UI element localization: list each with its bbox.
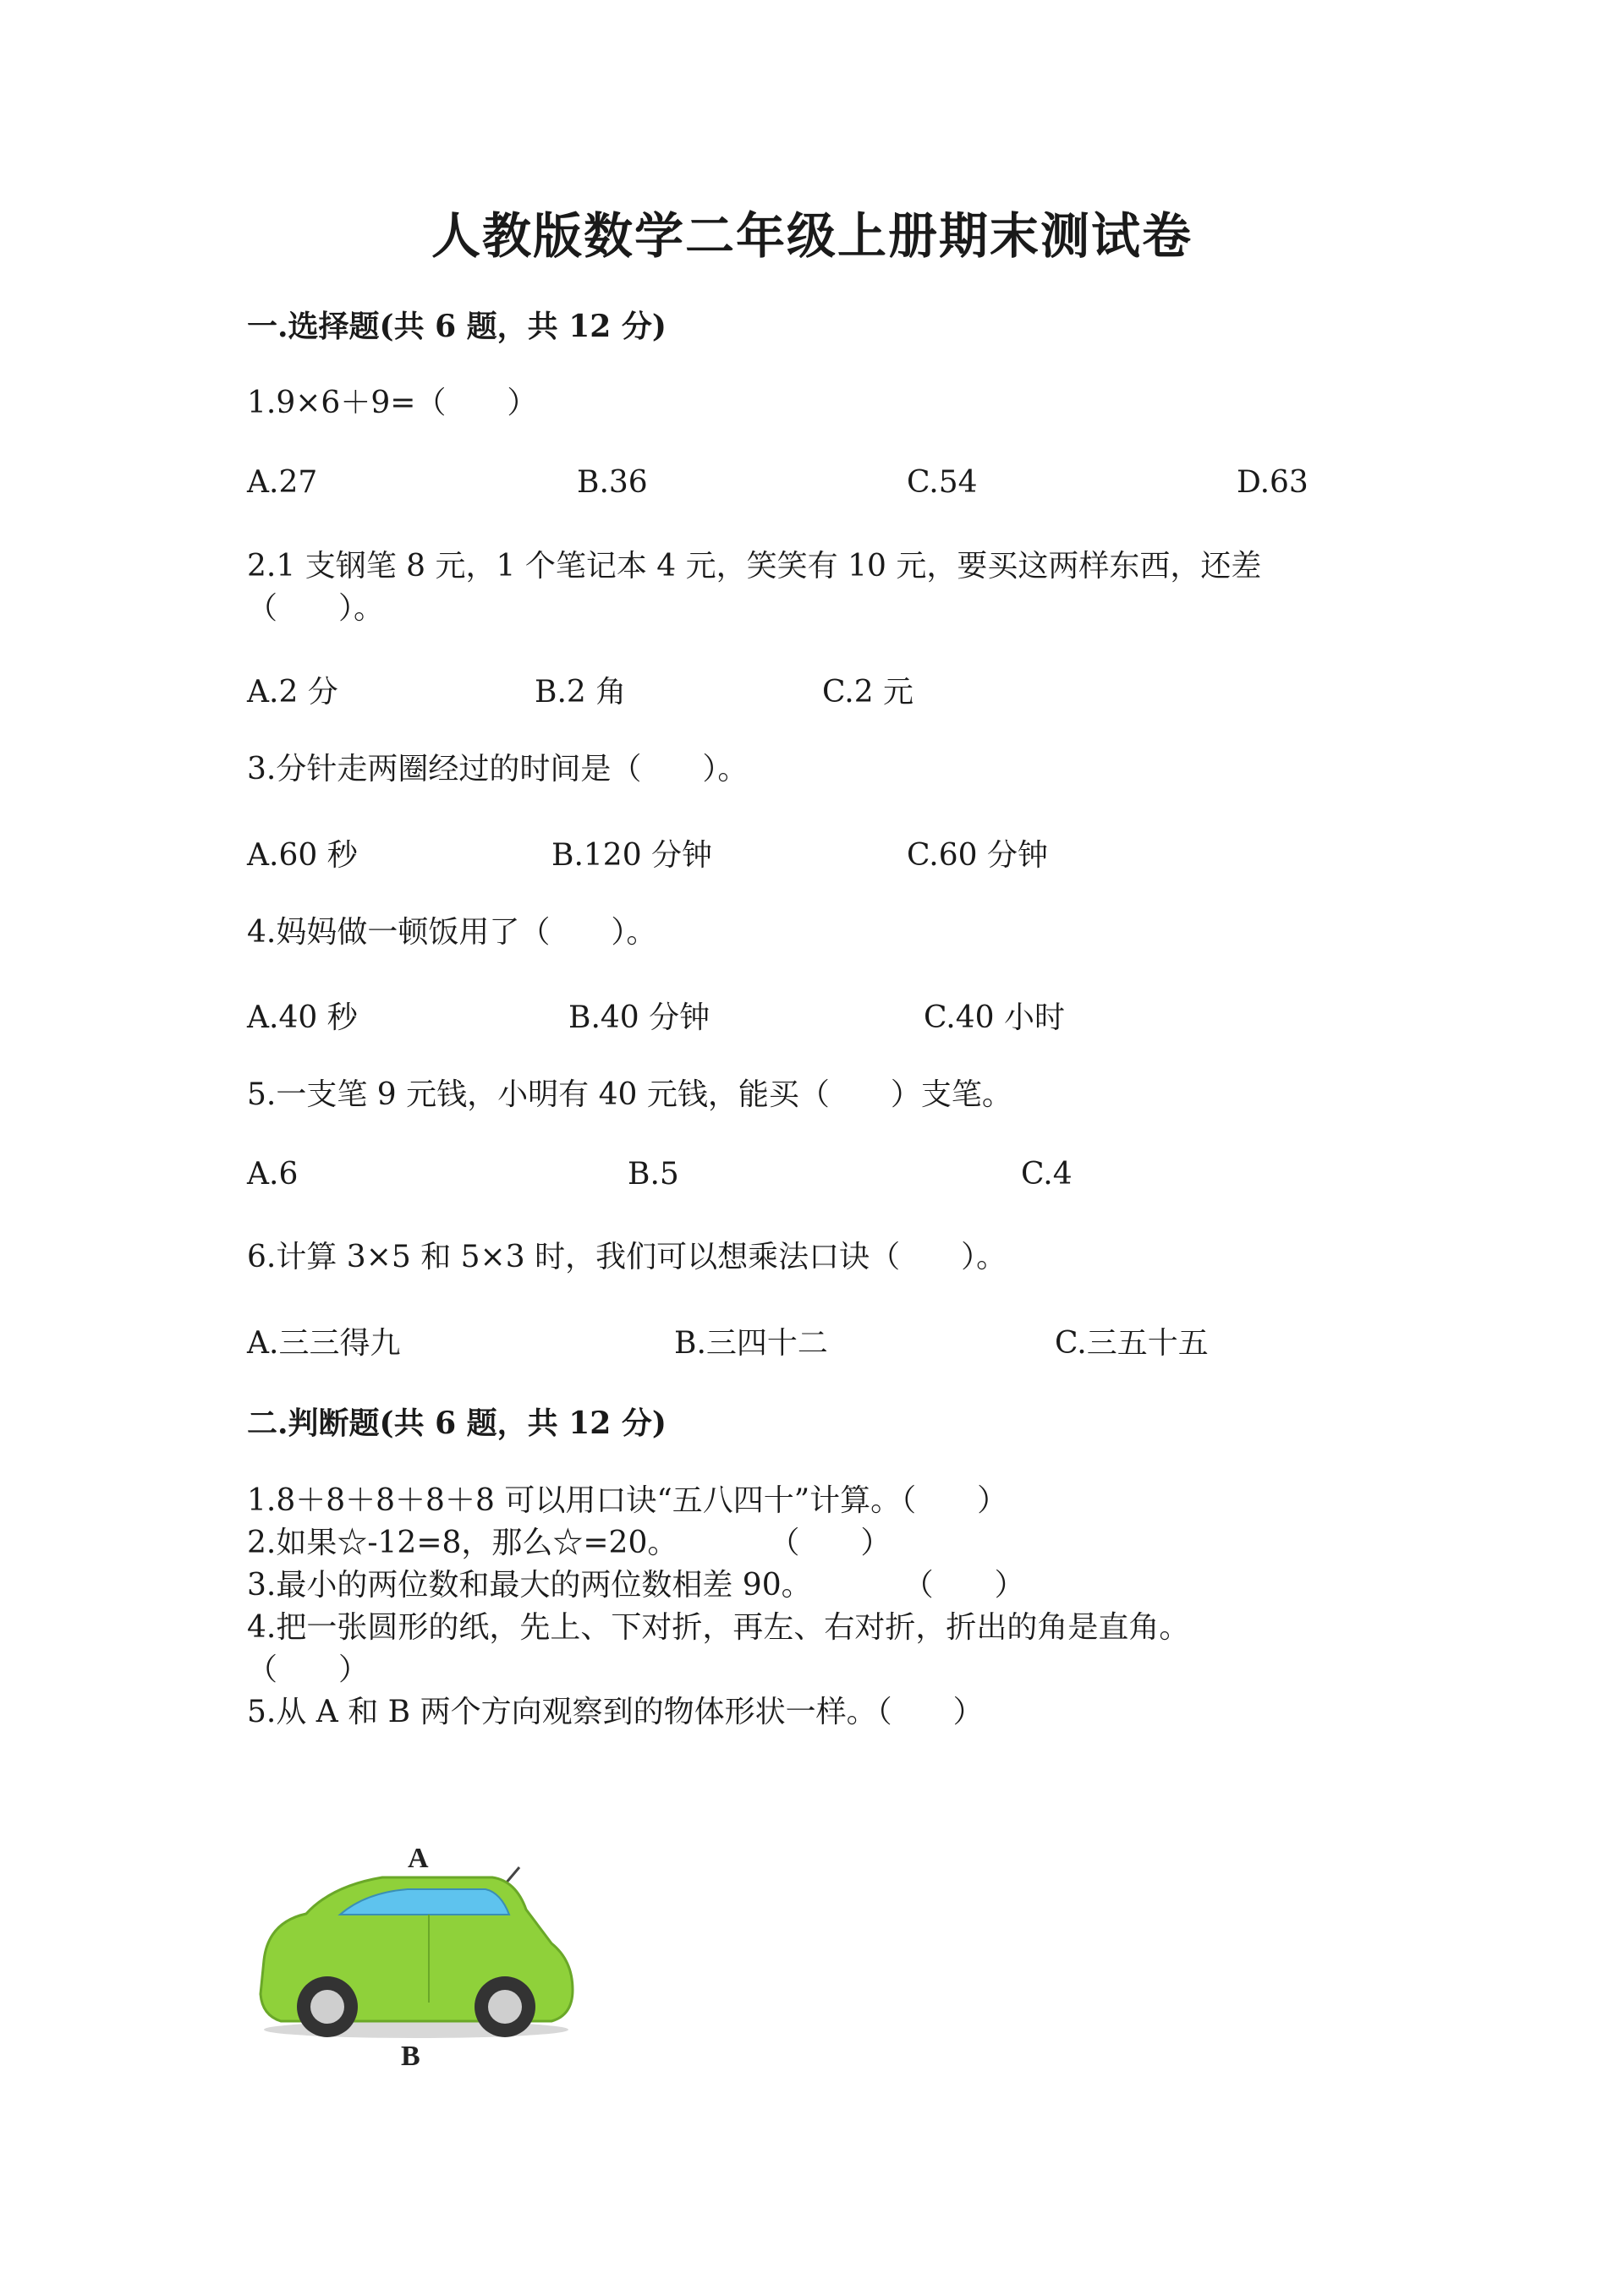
q3-option-b: B.120 分钟 [551, 838, 713, 873]
q4-option-a: A.40 秒 [247, 1000, 358, 1035]
question-5: 5.一支笔 9 元钱，小明有 40 元钱，能买（ ）支笔。 [247, 1077, 1012, 1112]
q4-option-b: B.40 分钟 [568, 1000, 710, 1035]
judge-item-1: 1.8＋8＋8＋8＋8 可以用口诀“五八四十”计算。（ ） [247, 1483, 1008, 1518]
car-figure [247, 1833, 602, 2070]
front-rim [310, 1990, 344, 2024]
judge-item-2: 2.如果☆-12=8，那么☆=20。 （ ） [247, 1526, 892, 1560]
judge-item-5: 5.从 A 和 B 两个方向观察到的物体形状一样。（ ） [247, 1695, 984, 1729]
q6-option-b: B.三四十二 [674, 1326, 828, 1361]
question-2-line1: 2.1 支钢笔 8 元，1 个笔记本 4 元，笑笑有 10 元，要买这两样东西，还差 [247, 549, 1262, 584]
q1-option-b: B.36 [577, 465, 648, 500]
q3-option-c: C.60 分钟 [907, 838, 1048, 873]
q2-option-b: B.2 角 [535, 675, 627, 710]
q6-option-a: A.三三得九 [247, 1326, 401, 1361]
label-b: B [401, 2041, 420, 2070]
q5-option-b: B.5 [628, 1157, 679, 1192]
question-3: 3.分针走两圈经过的时间是（ ）。 [247, 752, 749, 786]
judge-item-4-blank: （ ） [247, 1652, 370, 1687]
q1-option-a: A.27 [247, 465, 318, 500]
question-1: 1.9×6＋9=（ ） [247, 386, 538, 420]
q1-option-d: D.63 [1237, 465, 1309, 500]
q2-option-a: A.2 分 [247, 675, 338, 710]
section-heading-judgement: 二.判断题(共 6 题，共 12 分) [247, 1406, 667, 1441]
page-title: 人教版数学二年级上册期末测试卷 [431, 207, 1193, 265]
q5-option-a: A.6 [247, 1157, 299, 1192]
q5-option-c: C.4 [1021, 1157, 1073, 1192]
judge-item-3: 3.最小的两位数和最大的两位数相差 90。 （ ） [247, 1568, 1025, 1603]
q3-option-a: A.60 秒 [247, 838, 358, 873]
q4-option-c: C.40 小时 [924, 1000, 1065, 1035]
question-4: 4.妈妈做一顿饭用了（ ）。 [247, 915, 657, 950]
section-heading-choice: 一.选择题(共 6 题，共 12 分) [247, 309, 667, 344]
question-2-line2: （ ）。 [247, 591, 385, 626]
judge-item-4: 4.把一张圆形的纸，先上、下对折，再左、右对折，折出的角是直角。 [247, 1610, 1190, 1645]
rear-rim [488, 1990, 522, 2024]
question-6: 6.计算 3×5 和 5×3 时，我们可以想乘法口诀（ ）。 [247, 1240, 1007, 1274]
q6-option-c: C.三五十五 [1055, 1326, 1209, 1361]
q1-option-c: C.54 [907, 465, 978, 500]
q2-option-c: C.2 元 [822, 675, 914, 710]
label-a: A [408, 1843, 429, 1874]
